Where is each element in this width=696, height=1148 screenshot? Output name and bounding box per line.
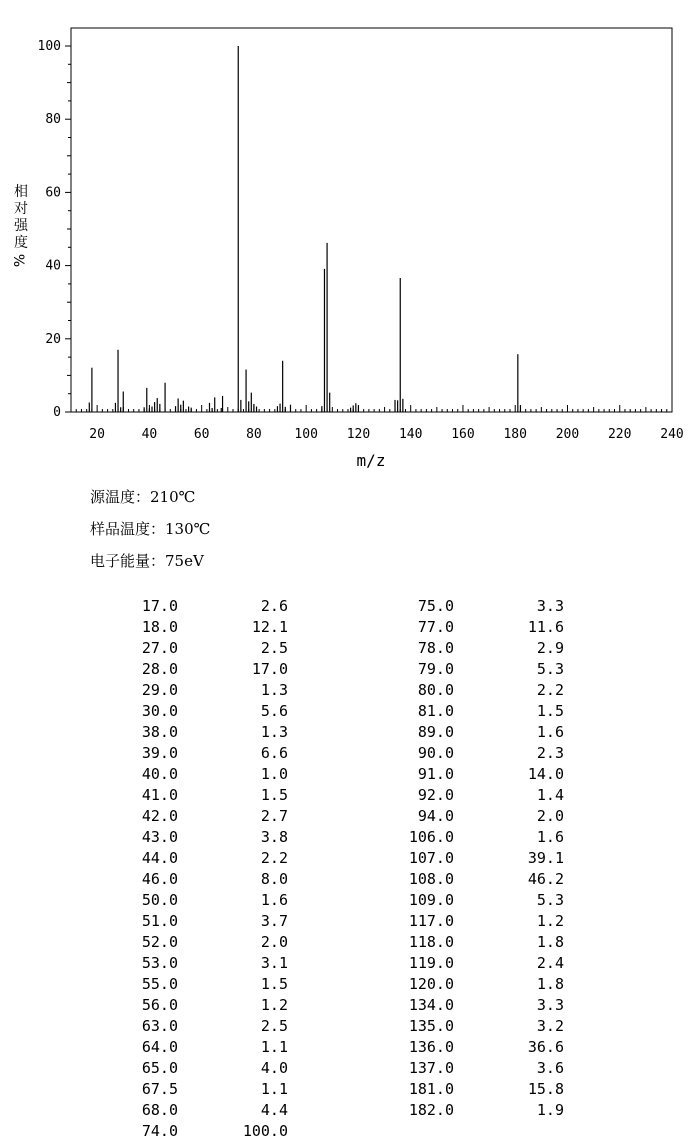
peak-mz: 118.0 (408, 933, 454, 951)
peak-row (356, 764, 564, 785)
peak-abundance: 5.3 (536, 891, 564, 909)
peak-mz: 44.0 (141, 849, 178, 867)
peak-mz: 135.0 (408, 1017, 454, 1035)
x-tick-label: 240 (660, 427, 684, 442)
peak-row (356, 596, 564, 617)
peak-mz: 68.0 (141, 1101, 178, 1119)
peak-row (80, 974, 288, 995)
peak-mz: 64.0 (141, 1038, 178, 1056)
peak-row (356, 722, 564, 743)
x-tick-label: 220 (607, 427, 632, 442)
peak-row (356, 974, 564, 995)
peak-abundance: 6.6 (260, 744, 288, 762)
x-tick-label: 100 (294, 427, 318, 442)
peak-abundance: 2.6 (260, 597, 288, 615)
spectrum-bars (89, 46, 520, 412)
plot-frame (71, 28, 672, 412)
peak-mz: 74.0 (141, 1122, 178, 1140)
peak-row (356, 1037, 564, 1058)
peak-abundance: 1.8 (536, 933, 564, 951)
peak-abundance: 2.7 (260, 807, 288, 825)
peak-abundance: 1.5 (260, 975, 288, 993)
peak-abundance: 1.5 (260, 786, 288, 804)
x-tick-label: 60 (193, 427, 210, 442)
peak-abundance: 2.9 (536, 639, 564, 657)
x-tick-label: 120 (346, 427, 371, 442)
peak-row (80, 659, 288, 680)
peak-mz: 40.0 (141, 765, 178, 783)
peak-abundance: 12.1 (251, 618, 288, 636)
peak-row (356, 617, 564, 638)
peak-row (356, 827, 564, 848)
condition-label: 源温度： (90, 488, 151, 506)
peak-row (356, 1100, 564, 1121)
peak-mz: 181.0 (408, 1080, 454, 1098)
peak-abundance: 4.4 (260, 1101, 288, 1119)
peak-abundance: 1.9 (536, 1101, 564, 1119)
peak-abundance: 4.0 (260, 1059, 288, 1077)
peak-mz: 30.0 (141, 702, 178, 720)
peak-mz: 89.0 (417, 723, 454, 741)
peak-mz: 67.5 (141, 1080, 178, 1098)
peak-abundance: 2.5 (260, 1017, 288, 1035)
peak-row (356, 848, 564, 869)
peak-row (356, 869, 564, 890)
peak-row (80, 869, 288, 890)
peak-mz: 18.0 (141, 618, 178, 636)
y-tick-label: 60 (45, 185, 61, 201)
peak-abundance: 2.0 (260, 933, 288, 951)
y-axis-label-char: 对 (14, 201, 28, 217)
peak-abundance: 1.6 (260, 891, 288, 909)
x-axis-label: m/z (356, 451, 386, 470)
y-axis-label-char: 相 (14, 184, 28, 200)
peak-abundance: 1.2 (536, 912, 564, 930)
peak-row (356, 659, 564, 680)
peak-abundance: 1.5 (536, 702, 564, 720)
y-tick-label: 100 (37, 39, 61, 54)
peak-mz: 106.0 (408, 828, 454, 846)
peak-mz: 52.0 (141, 933, 178, 951)
peak-mz: 77.0 (417, 618, 454, 636)
peak-mz: 28.0 (141, 660, 178, 678)
y-axis-label-char: 强 (14, 218, 28, 234)
peak-abundance: 3.1 (260, 954, 288, 972)
peak-row (356, 1079, 564, 1100)
peak-mz: 136.0 (408, 1038, 454, 1056)
peak-mz: 65.0 (141, 1059, 178, 1077)
peak-row (356, 806, 564, 827)
peak-mz: 81.0 (417, 702, 454, 720)
peak-abundance: 1.1 (260, 1080, 288, 1098)
peak-row (80, 1079, 288, 1100)
peak-mz: 109.0 (408, 891, 454, 909)
peak-row (80, 1058, 288, 1079)
peak-abundance: 2.3 (536, 744, 564, 762)
peak-mz: 53.0 (141, 954, 178, 972)
peak-abundance: 1.3 (260, 723, 288, 741)
peak-row (80, 911, 288, 932)
peak-row (356, 911, 564, 932)
peak-mz: 56.0 (141, 996, 178, 1014)
peak-mz: 41.0 (141, 786, 178, 804)
peak-row (80, 1037, 288, 1058)
electron-energy (90, 550, 210, 582)
peak-row (356, 890, 564, 911)
sample-temperature (90, 518, 210, 550)
peak-row (80, 1121, 288, 1142)
peak-abundance: 3.3 (536, 597, 564, 615)
peak-mz: 107.0 (408, 849, 454, 867)
peak-row (80, 722, 288, 743)
peak-abundance: 39.1 (527, 849, 564, 867)
peak-row (80, 806, 288, 827)
peak-row (80, 596, 288, 617)
peak-mz: 63.0 (141, 1017, 178, 1035)
peak-abundance: 1.2 (260, 996, 288, 1014)
peak-mz: 134.0 (408, 996, 454, 1014)
x-tick-label: 140 (398, 427, 423, 442)
peak-row (356, 785, 564, 806)
peak-table-right (356, 596, 564, 1121)
peak-abundance: 5.6 (260, 702, 288, 720)
peak-abundance: 36.6 (527, 1038, 564, 1056)
peak-abundance: 2.2 (260, 849, 288, 867)
peak-abundance: 1.8 (536, 975, 564, 993)
peak-mz: 17.0 (141, 597, 178, 615)
peak-row (356, 995, 564, 1016)
peak-row (80, 995, 288, 1016)
peak-abundance: 5.3 (536, 660, 564, 678)
peak-row (80, 785, 288, 806)
y-axis-label (12, 184, 30, 269)
peak-mz: 55.0 (141, 975, 178, 993)
peak-mz: 137.0 (408, 1059, 454, 1077)
peak-abundance: 1.1 (260, 1038, 288, 1056)
peak-abundance: 14.0 (527, 765, 564, 783)
peak-mz: 117.0 (408, 912, 454, 930)
peak-row (80, 617, 288, 638)
peak-row (356, 743, 564, 764)
peak-mz: 79.0 (417, 660, 454, 678)
peak-abundance: 3.6 (536, 1059, 564, 1077)
condition-value: 210℃ (150, 488, 196, 506)
peak-mz: 38.0 (141, 723, 178, 741)
peak-abundance: 3.8 (260, 828, 288, 846)
peak-mz: 46.0 (141, 870, 178, 888)
y-tick-label: 20 (45, 331, 61, 347)
condition-label: 样品温度： (90, 520, 166, 538)
peak-abundance: 3.2 (536, 1017, 564, 1035)
peak-mz: 78.0 (417, 639, 454, 657)
peak-row (80, 1016, 288, 1037)
peak-mz: 120.0 (408, 975, 454, 993)
peak-abundance: 3.3 (536, 996, 564, 1014)
peak-mz: 91.0 (417, 765, 454, 783)
peak-mz: 94.0 (417, 807, 454, 825)
peak-abundance: 3.7 (260, 912, 288, 930)
y-axis-label-char: 度 (14, 235, 28, 251)
peak-abundance: 15.8 (527, 1080, 564, 1098)
peak-row (80, 638, 288, 659)
peak-abundance: 1.6 (536, 828, 564, 846)
peak-row (356, 1016, 564, 1037)
peak-row (80, 932, 288, 953)
condition-label: 电子能量： (90, 552, 166, 570)
x-tick-label: 200 (555, 427, 580, 442)
condition-value: 75eV (165, 552, 204, 570)
peak-mz: 29.0 (141, 681, 178, 699)
peak-abundance: 2.5 (260, 639, 288, 657)
peak-row (356, 680, 564, 701)
peak-mz: 75.0 (417, 597, 454, 615)
peak-mz: 92.0 (417, 786, 454, 804)
x-tick-label: 20 (89, 427, 105, 442)
y-tick-label: 0 (53, 405, 61, 420)
peak-mz: 27.0 (141, 639, 178, 657)
peak-row (80, 743, 288, 764)
y-axis-ticks (38, 39, 71, 420)
peak-row (80, 848, 288, 869)
x-axis-ticks (71, 405, 684, 442)
peak-mz: 182.0 (408, 1101, 454, 1119)
peak-abundance: 11.6 (527, 618, 564, 636)
acquisition-conditions (90, 486, 210, 582)
x-tick-label: 80 (246, 427, 262, 442)
peak-abundance: 1.4 (536, 786, 564, 804)
peak-row (80, 953, 288, 974)
peak-abundance: 2.0 (536, 807, 564, 825)
peak-row (80, 827, 288, 848)
peak-mz: 51.0 (141, 912, 178, 930)
peak-mz: 90.0 (417, 744, 454, 762)
peak-row (80, 680, 288, 701)
peak-row (356, 701, 564, 722)
y-axis-label-char: % (12, 253, 29, 268)
mass-spectrum-chart (0, 0, 696, 480)
peak-mz: 43.0 (141, 828, 178, 846)
peak-row (80, 764, 288, 785)
peak-abundance: 2.4 (536, 954, 564, 972)
x-tick-label: 40 (141, 427, 158, 442)
condition-value: 130℃ (165, 520, 211, 538)
peak-row (356, 953, 564, 974)
peak-mz: 119.0 (408, 954, 454, 972)
peak-row (80, 701, 288, 722)
peak-abundance: 46.2 (527, 870, 564, 888)
peak-abundance: 1.0 (260, 765, 288, 783)
peak-row (356, 1058, 564, 1079)
source-temperature (90, 486, 210, 518)
peak-mz: 39.0 (141, 744, 178, 762)
peak-table-left (80, 596, 288, 1142)
peak-abundance: 100.0 (242, 1122, 288, 1140)
y-tick-label: 80 (45, 112, 61, 128)
peak-mz: 42.0 (141, 807, 178, 825)
peak-row (80, 890, 288, 911)
x-tick-label: 180 (503, 427, 527, 442)
peak-row (80, 1100, 288, 1121)
peak-abundance: 8.0 (260, 870, 288, 888)
y-tick-label: 40 (45, 258, 61, 274)
peak-abundance: 1.3 (260, 681, 288, 699)
peak-row (356, 932, 564, 953)
peak-mz: 108.0 (408, 870, 454, 888)
peak-mz: 80.0 (417, 681, 454, 699)
peak-abundance: 17.0 (251, 660, 288, 678)
x-tick-label: 160 (451, 427, 475, 442)
peak-row (356, 638, 564, 659)
peak-mz: 50.0 (141, 891, 178, 909)
peak-abundance: 2.2 (536, 681, 564, 699)
peak-abundance: 1.6 (536, 723, 564, 741)
